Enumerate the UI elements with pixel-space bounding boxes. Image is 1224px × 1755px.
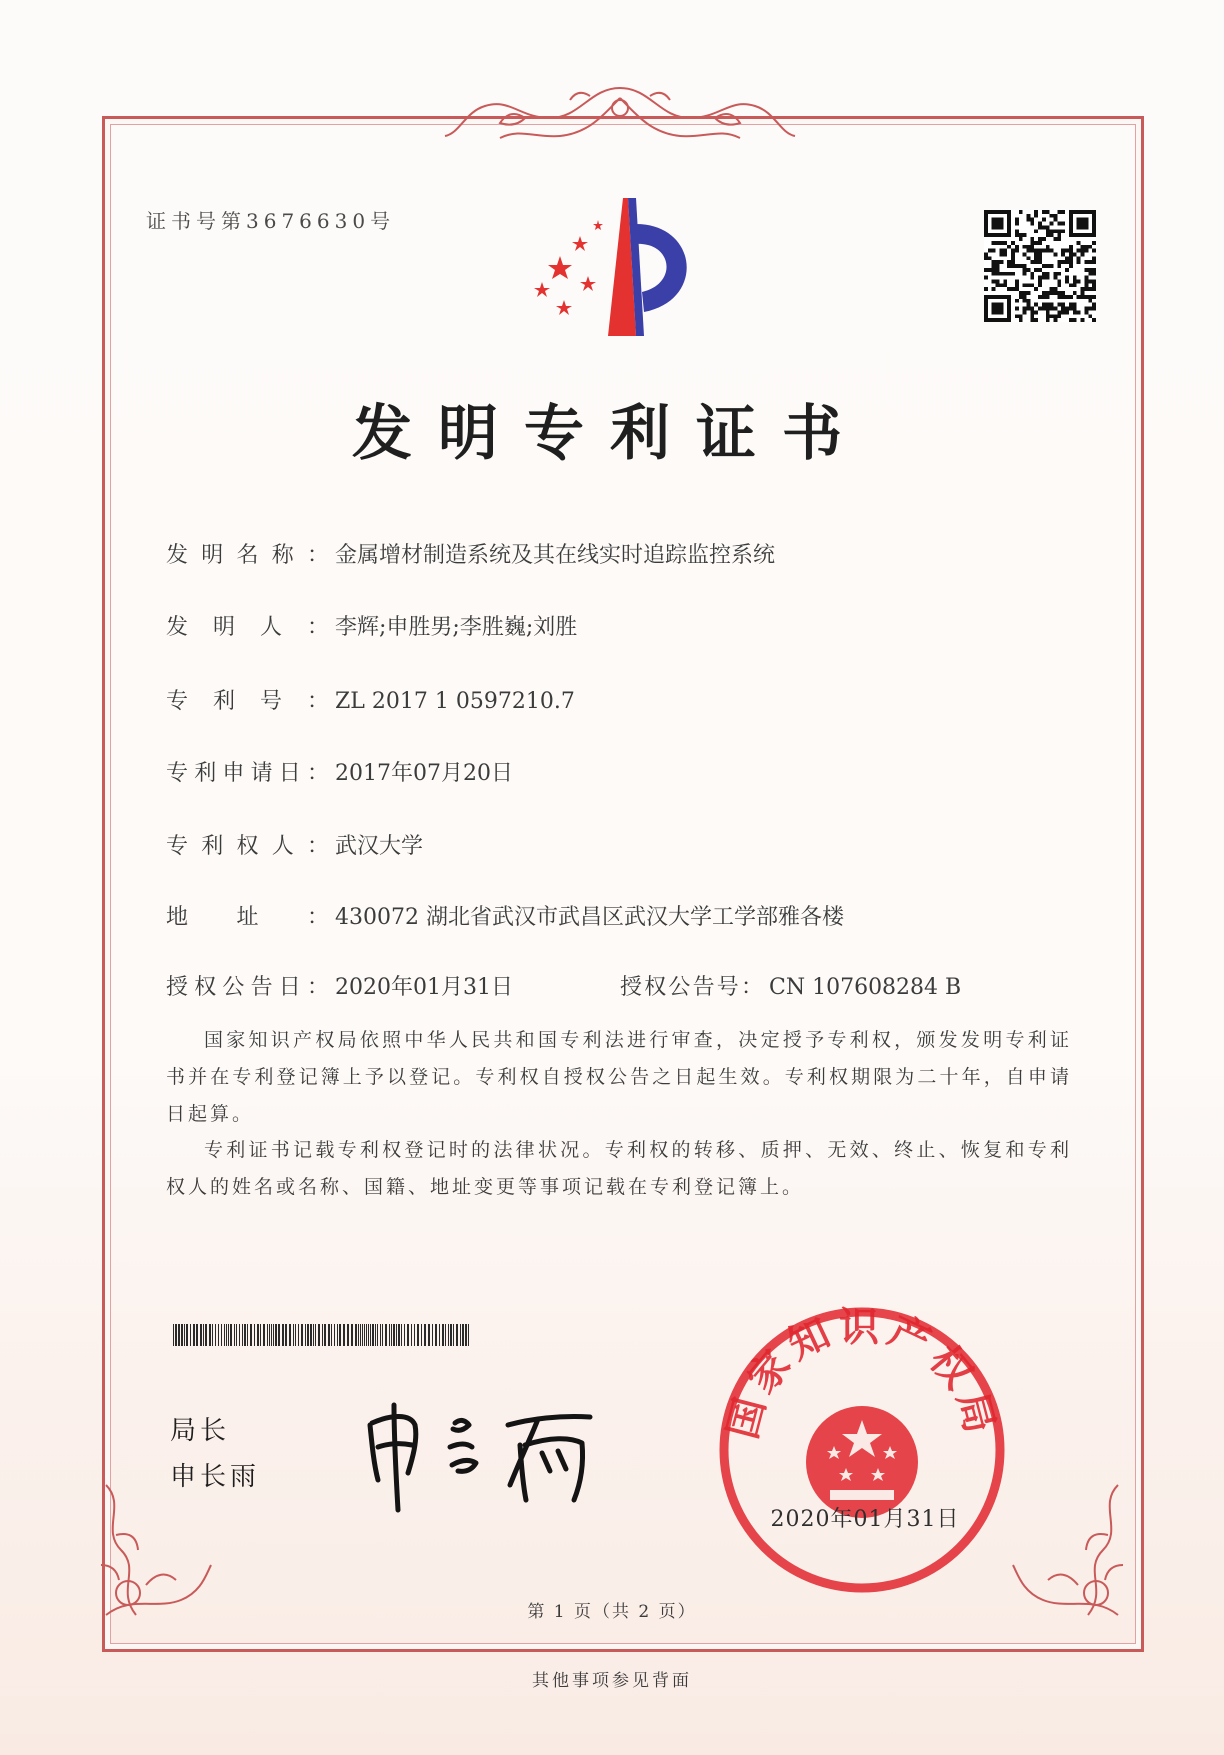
director-name: 申长雨 [170, 1462, 261, 1492]
address-value: 430072 湖北省武汉市武昌区武汉大学工学部雅各楼 [335, 905, 844, 930]
bottom-left-ornament [86, 1475, 216, 1625]
field-label: 授权公告号： [620, 975, 765, 1000]
cnipa-logo-icon [528, 196, 718, 340]
field-invention-name [166, 538, 775, 569]
footer-note: 其他事项参见背面 [532, 1671, 692, 1691]
body-paragraph-grant: 国家知识产权局依照中华人民共和国专利法进行审查，决定授予专利权，颁发发明专利证书并在专利登记簿上予以登记。专利权自授权公告之日起生效。专利权期限为二十年，自申请日起算。 [166, 1029, 1072, 1125]
patent-number-value: ZL 2017 1 0597210.7 [335, 689, 575, 714]
invention-name-value: 金属增材制造系统及其在线实时追踪监控系统 [335, 543, 776, 568]
barcode [173, 1324, 473, 1346]
body-paragraph-legal-status: 专利证书记载专利权登记时的法律状况。专利权的转移、质押、无效、终止、恢复和专利权人的姓名或名称、国籍、地址变更等事项记载在专利登记簿上。 [166, 1139, 1072, 1198]
patentee-value: 武汉大学 [335, 834, 424, 859]
field-label: 专利号： [166, 689, 331, 714]
application-date-value: 2017年07月20日 [335, 761, 513, 786]
field-label: 发明人： [166, 615, 331, 640]
cnipa-official-seal [712, 1300, 1012, 1600]
field-patentee [166, 829, 423, 860]
seal-text: 国家知识产权局 [719, 1304, 1005, 1444]
director-signature [360, 1385, 620, 1515]
seal-date: 2020年01月31日 [770, 1507, 960, 1532]
field-label: 发明名称： [166, 543, 331, 568]
field-grant-publication-number [620, 970, 961, 1001]
certificate-number: 证书号第3676630号 [146, 209, 396, 233]
certificate-title: 发明专利证书 [352, 399, 868, 469]
field-grant-date [166, 970, 513, 1001]
page-indicator: 第 1 页（共 2 页） [527, 1602, 697, 1622]
field-label: 专利权人： [166, 834, 331, 859]
inventors-value: 李辉;申胜男;李胜巍;刘胜 [335, 615, 578, 640]
grant-date-value: 2020年01月31日 [335, 975, 513, 1000]
grant-publication-number-value: CN 107608284 B [769, 975, 962, 1000]
field-label: 专利申请日： [166, 761, 331, 786]
field-inventors [166, 610, 577, 641]
field-patent-number [166, 684, 575, 715]
field-label: 地址： [166, 905, 331, 930]
director-title: 局长 [170, 1416, 231, 1446]
qr-code [984, 210, 1096, 322]
field-application-date [166, 756, 513, 787]
field-address [166, 900, 844, 931]
top-ornament [440, 78, 800, 158]
bottom-right-ornament [1008, 1475, 1138, 1625]
field-label: 授权公告日： [166, 975, 331, 1000]
